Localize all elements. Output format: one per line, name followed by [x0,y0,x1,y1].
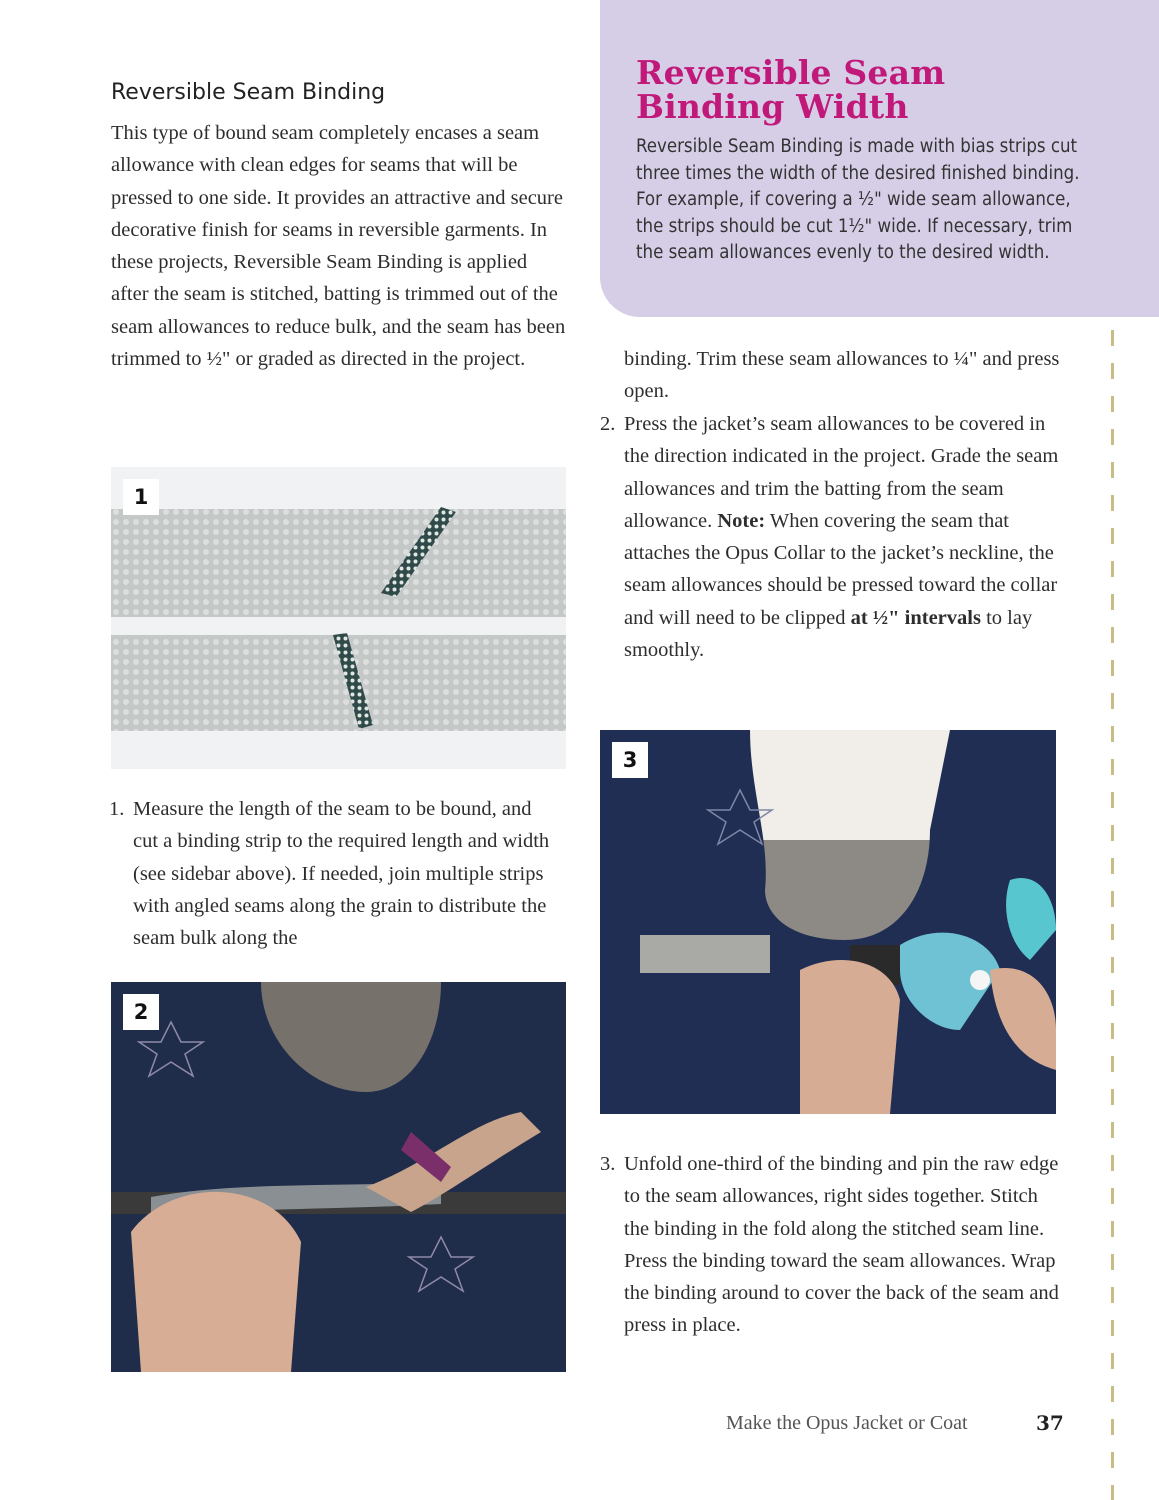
photo-1-binding-strips [111,467,566,769]
step-1-continued: binding. Trim these seam allowances to ¼" and press open. [624,348,1060,403]
note-label: Note: [717,509,766,532]
step-text-part: Press the jacket’s seam allowances to be covered in the direction indicated in the project. Grade the seam allowances and trim the batting from the seam allowance. [624,413,1059,532]
photo-3-image [600,730,1056,1114]
step-number: 1. [109,798,125,820]
step-1 [109,793,559,954]
section-heading: Reversible Seam Binding [111,80,386,105]
step-3 [600,1148,1064,1342]
step-number: 2. [600,413,616,435]
photo-3-pressing-seam [600,730,1056,1114]
step-text: Measure the length of the seam to be bound, and cut a binding strip to the required length and width (see sidebar above). If needed, join multiple strips with angled seams along the grain to distribute the seam bulk along the [133,798,550,950]
sidebar-body: Reversible Seam Binding is made with bias strips cut three times the width of the desired finished binding. For example, if covering a ½" wide seam allowance, the strips should be cut 1½" wide. If necessary, trim the seam allowances evenly to the desired width. [636,136,1080,264]
step-text: Unfold one-third of the binding and pin the raw edge to the seam allowances, right sides together. Stitch the binding in the fold along the stitched seam line. Press the binding toward the seam allowances. Wrap the binding around to cover the back of the seam and press in place. [624,1153,1059,1337]
step-text-part: When covering the seam that attaches the Opus Collar to the jacket’s neckline, the seam allowances should be pressed toward the collar and will need to be clipped [624,509,1058,629]
emphasis-text: at ½" intervals [850,606,981,629]
photo-1-image [111,467,566,769]
step-text [600,408,1064,666]
step-text-part: to lay smoothly. [624,606,1033,662]
photo-2-trimming-seam [111,982,566,1372]
photo-2-image [111,982,566,1372]
page-number: 37 [1036,1411,1064,1435]
intro-paragraph: This type of bound seam completely encases a seam allowance with clean edges for seams that will be pressed to one side. It provides an attractive and secure decorative finish for seams in reversible garments. In these projects, Reversible Seam Binding is applied after the seam is stitched, batting is trimmed out of the seam allowances to reduce bulk, and the seam has been trimmed to ½" or graded as directed in the project. [111,122,566,371]
footer-book-title: Make the Opus Jacket or Coat [726,1412,968,1434]
photo-label: 2 [123,994,159,1030]
step-number: 3. [600,1153,616,1175]
photo-label: 1 [123,479,159,515]
step-2 [600,408,1064,666]
photo-label: 3 [612,742,648,778]
sidebar-title: Reversible Seam Binding Width [636,53,946,126]
